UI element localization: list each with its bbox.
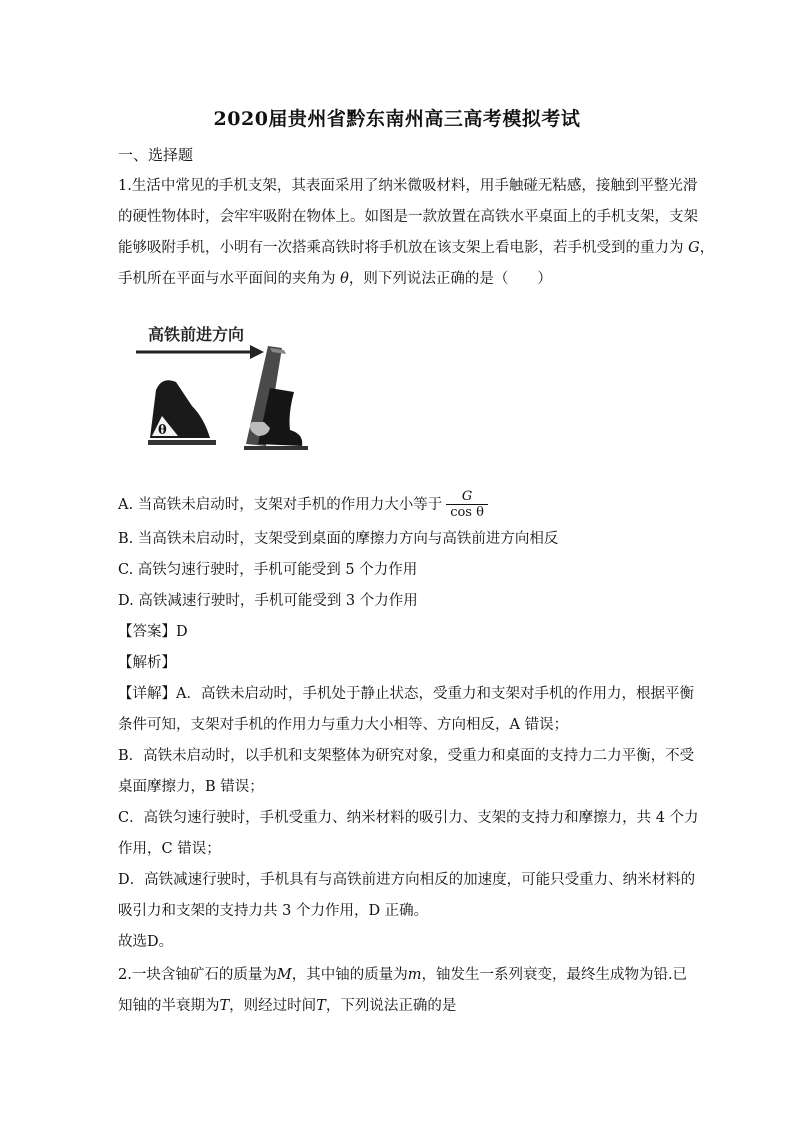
q1-analysis-line-4: 桌面摩擦力，B 错误； xyxy=(118,779,264,795)
phone-holder-illustration xyxy=(118,318,318,468)
q1-analysis-line-6: 作用，C 错误； xyxy=(118,841,221,857)
q1-analysis-line-8: 吸引力和支架的支持力共 3 个力作用，D 正确。 xyxy=(118,903,429,919)
q1-angle-symbol: θ xyxy=(340,271,349,287)
q1-option-b: B. 当高铁未启动时，支架受到桌面的摩擦力方向与高铁前进方向相反 xyxy=(118,531,559,547)
q1-conclusion: 故选D。 xyxy=(118,934,174,950)
q1-stem-line-1: 1.生活中常见的手机支架，其表面采用了纳米微吸材料，用手触碰无粘感，接触到平整光滑 xyxy=(118,178,698,194)
right-holder-base xyxy=(244,446,308,450)
q2-time-symbol: T xyxy=(316,998,326,1014)
q1-stem-line-3-comma: ， xyxy=(699,240,715,256)
q1-analysis-heading: 【解析】 xyxy=(118,655,176,671)
q2-text-2: ，其中铀的质量为 xyxy=(291,967,408,983)
q2-text-6: ，下列说法正确的是 xyxy=(325,998,457,1014)
q2-stem-line-2 xyxy=(118,995,688,1017)
q1-option-d: D. 高铁减速行驶时，手机可能受到 3 个力作用 xyxy=(118,593,418,609)
q1-analysis-line-3: B．高铁未启动时，以手机和支架整体为研究对象，受重力和桌面的支持力二力平衡，不受 xyxy=(118,748,695,764)
angle-theta-label: θ xyxy=(158,423,167,438)
q1-analysis-line-2: 条件可知，支架对手机的作用力与重力大小相等、方向相反，A 错误； xyxy=(118,717,569,733)
direction-arrow-head xyxy=(250,345,264,359)
q1-answer: 【答案】D xyxy=(118,624,188,640)
fraction-denominator: cos θ xyxy=(446,504,488,520)
q2-text-1: 2.一块含铀矿石的质量为 xyxy=(118,967,277,983)
q1-analysis-line-5: C．高铁匀速行驶时，手机受重力、纳米材料的吸引力、支架的支持力和摩擦力，共 4 个力 xyxy=(118,810,699,826)
q2-uranium-mass-symbol: m xyxy=(407,967,422,983)
q2-text-5: ，则经过时间 xyxy=(229,998,317,1014)
page-title: 2020届贵州省黔东南州高三高考模拟考试 xyxy=(213,108,581,130)
phone-holder-figure xyxy=(118,318,318,468)
q1-stem-line-4-end: ，则下列说法正确的是（ ） xyxy=(348,271,552,287)
q2-half-life-symbol: T xyxy=(219,998,230,1014)
q1-stem-line-4 xyxy=(118,268,688,290)
q1-gravity-symbol: G xyxy=(688,240,700,256)
left-holder-base xyxy=(148,440,216,445)
q1-option-c: C. 高铁匀速行驶时，手机可能受到 5 个力作用 xyxy=(118,562,418,578)
q1-stem-line-3-text: 能够吸附手机，小明有一次搭乘高铁时将手机放在该支架上看电影，若手机受到的重力为 xyxy=(118,240,684,256)
q2-text-3: ，铀发生一系列衰变，最终生成物为铅.已 xyxy=(421,967,688,983)
section-heading: 一、选择题 xyxy=(118,146,194,164)
q1-stem-line-4-text: 手机所在平面与水平面间的夹角为 xyxy=(118,271,336,287)
q2-stem-line-1 xyxy=(118,964,688,986)
q1-stem-line-3 xyxy=(118,237,715,259)
train-direction-label: 高铁前进方向 xyxy=(148,325,245,344)
fraction-numerator: G xyxy=(461,489,473,504)
q2-ore-mass-symbol: M xyxy=(276,967,292,983)
q1-analysis-line-7: D．高铁减速行驶时，手机具有与高铁前进方向相反的加速度，可能只受重力、纳米材料的 xyxy=(118,872,696,888)
q2-text-4: 知铀的半衰期为 xyxy=(118,998,220,1014)
q1-analysis-line-1: 【详解】A．高铁未启动时，手机处于静止状态，受重力和支架对手机的作用力，根据平衡 xyxy=(118,686,694,702)
q1-option-a xyxy=(118,490,688,520)
q1-option-a-text: A. 当高铁未启动时，支架对手机的作用力大小等于 xyxy=(118,497,443,513)
q1-stem-line-2: 的硬性物体时，会牢牢吸附在物体上。如图是一款放置在高铁水平桌面上的手机支架，支架 xyxy=(118,209,698,225)
g-over-cos-theta-fraction xyxy=(446,490,488,520)
